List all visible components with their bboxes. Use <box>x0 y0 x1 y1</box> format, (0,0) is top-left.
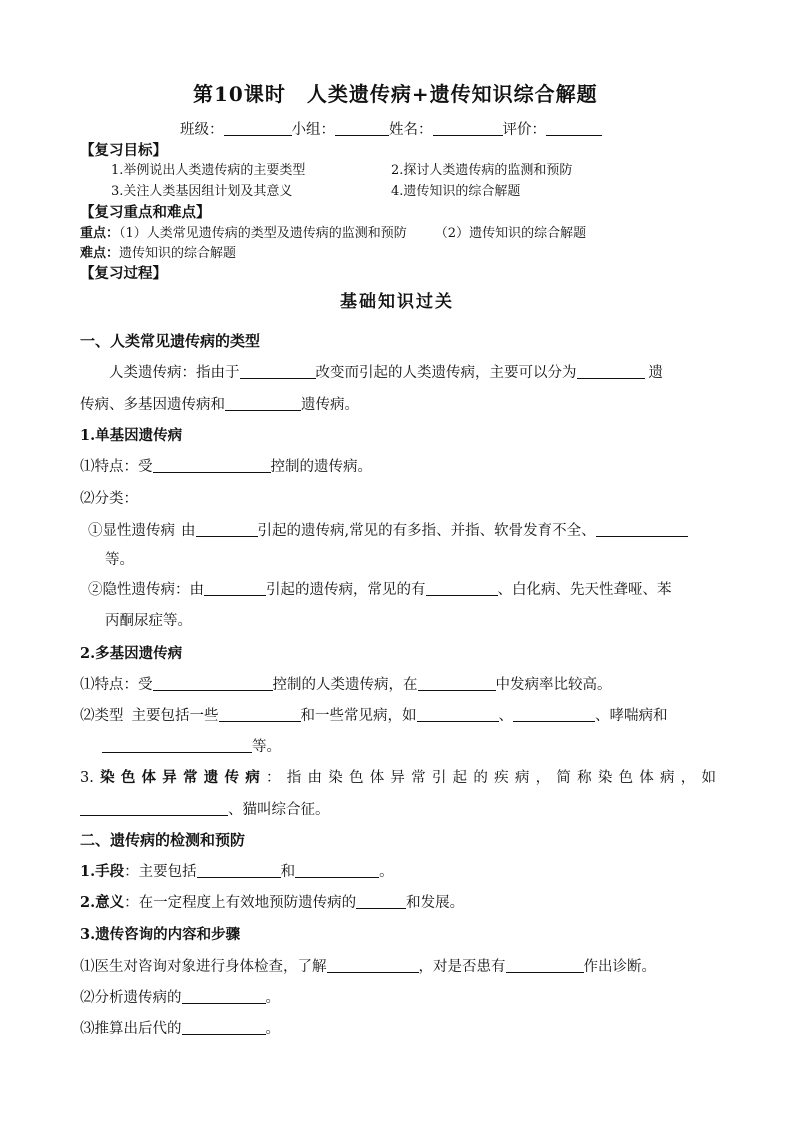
text: 。 <box>265 1021 280 1037</box>
group-label: 小组： <box>291 122 335 138</box>
single-gene-heading: 1.单基因遗传病 <box>80 427 183 444</box>
part1-heading: 一、人类常见遗传病的类型 <box>80 332 261 350</box>
answer-blank[interactable] <box>182 989 266 1004</box>
text: 引起的遗传病，常见的有 <box>266 582 426 598</box>
answer-blank[interactable] <box>153 676 273 691</box>
chromosome-term: 染色体异常遗传病 <box>93 769 266 786</box>
text: 、白化病、先天性聋哑、苯 <box>497 582 672 598</box>
section-key: 【复习重点和难点】 <box>80 204 211 221</box>
answer-blank[interactable] <box>240 364 316 379</box>
intro-text: 改变而引起的人类遗传病，主要可以分为 <box>315 365 577 381</box>
answer-blank[interactable] <box>295 863 379 878</box>
difficulty-label: 难点： <box>80 246 120 261</box>
single-gene-class: ⑵分类： <box>80 491 138 507</box>
text: 。 <box>265 990 280 1006</box>
group-blank[interactable] <box>335 121 389 136</box>
section-process: 【复习过程】 <box>80 265 167 282</box>
intro-text: 传病、多基因遗传病和 <box>80 397 225 413</box>
single-gene-feature <box>80 457 372 477</box>
text: 、哮喘病和 <box>595 708 668 724</box>
key-line <box>80 224 586 244</box>
text: ⑵分析遗传病的 <box>80 990 182 1006</box>
text: ⑶推算出后代的 <box>80 1021 182 1037</box>
recessive-line-1 <box>88 580 672 600</box>
text: ⑴特点：受 <box>80 459 153 475</box>
text: 、猫叫综合征。 <box>228 802 330 818</box>
subtitle: 基础知识过关 <box>340 292 454 312</box>
intro-line-2 <box>80 395 359 415</box>
text: 和发展。 <box>406 895 465 911</box>
multi-gene-types-2 <box>102 737 281 757</box>
counseling-step-2 <box>80 988 280 1008</box>
multi-gene-feature <box>80 675 612 695</box>
part2-heading: 二、遗传病的检测和预防 <box>80 831 246 849</box>
significance-line <box>80 893 464 913</box>
significance-label: 2.意义 <box>80 894 125 911</box>
goal-item: 1.举例说出人类遗传病的主要类型 <box>111 163 306 178</box>
multi-gene-heading: 2.多基因遗传病 <box>80 645 183 662</box>
grade-blank[interactable] <box>546 121 602 136</box>
grade-label: 评价： <box>502 122 546 138</box>
text: 由 <box>181 523 196 539</box>
text: 。 <box>379 864 394 880</box>
text: 和一些常见病，如 <box>300 708 417 724</box>
answer-blank[interactable] <box>418 676 496 691</box>
text: ⑵类型 <box>80 708 124 724</box>
name-blank[interactable] <box>433 121 503 136</box>
answer-blank[interactable] <box>80 801 228 816</box>
answer-blank[interactable] <box>327 958 419 973</box>
means-label: 1.手段 <box>80 863 125 880</box>
difficulty-text: 遗传知识的综合解题 <box>119 246 237 261</box>
counseling-step-1 <box>80 957 656 977</box>
goal-item: 3.关注人类基因组计划及其意义 <box>111 184 293 199</box>
intro-text: 遗 <box>648 365 663 381</box>
text: 等。 <box>252 739 281 755</box>
key-text-1: （1）人类常见遗传病的类型及遗传病的监测和预防 <box>119 226 407 241</box>
answer-blank[interactable] <box>153 458 271 473</box>
key-text-2: （2）遗传知识的综合解题 <box>434 226 587 241</box>
text: 主要包括一些 <box>131 708 219 724</box>
class-blank[interactable] <box>224 121 292 136</box>
text: 控制的遗传病。 <box>270 459 372 475</box>
section-goals: 【复习目标】 <box>80 142 167 159</box>
answer-blank[interactable] <box>182 1020 266 1035</box>
name-label: 姓名： <box>389 122 433 138</box>
intro-text: 人类遗传病：指由于 <box>109 365 240 381</box>
text: ：在一定程度上有效地预防遗传病的 <box>124 895 357 911</box>
chromosome-line-1 <box>80 768 716 788</box>
text: 控制的人类遗传病，在 <box>272 677 418 693</box>
text: ：指由染色体异常引起的疾病，简称染色体病，如 <box>266 770 717 786</box>
text: 、 <box>498 708 513 724</box>
counseling-step-3 <box>80 1019 280 1039</box>
answer-blank[interactable] <box>417 707 499 722</box>
answer-blank[interactable] <box>102 738 252 753</box>
dominant-line-2: 等。 <box>105 552 134 568</box>
difficulty-line <box>80 244 236 264</box>
answer-blank[interactable] <box>577 364 645 379</box>
dominant-line-1 <box>88 521 688 541</box>
answer-blank[interactable] <box>197 863 281 878</box>
text: 引起的遗传病,常见的有多指、并指、软骨发育不全、 <box>257 523 596 539</box>
answer-blank[interactable] <box>356 894 406 909</box>
answer-blank[interactable] <box>219 707 301 722</box>
class-label: 班级： <box>180 122 224 138</box>
text: ⑴医生对咨询对象进行身体检查，了解 <box>80 959 327 975</box>
multi-gene-types-1 <box>80 706 668 726</box>
answer-blank[interactable] <box>506 958 584 973</box>
text: ②隐性遗传病：由 <box>88 582 204 598</box>
key-label: 重点： <box>80 226 120 241</box>
text: 作出诊断。 <box>583 959 656 975</box>
header-fields <box>180 120 602 140</box>
answer-blank[interactable] <box>204 581 266 596</box>
means-line <box>80 862 394 882</box>
text: 3. <box>80 770 94 786</box>
counseling-heading: 3.遗传咨询的内容和步骤 <box>80 926 241 943</box>
answer-blank[interactable] <box>513 707 595 722</box>
goal-item: 2.探讨人类遗传病的监测和预防 <box>391 163 573 178</box>
text: ，对是否患有 <box>418 959 506 975</box>
intro-text: 遗传病。 <box>301 397 359 413</box>
text: ①显性遗传病 <box>88 523 175 539</box>
chromosome-line-2 <box>80 800 330 820</box>
recessive-line-2: 丙酮尿症等。 <box>105 613 192 629</box>
intro-line-1 <box>109 363 663 383</box>
text: ：主要包括 <box>124 864 197 880</box>
answer-blank[interactable] <box>225 396 301 411</box>
answer-blank[interactable] <box>426 581 498 596</box>
text: ⑴特点：受 <box>80 677 153 693</box>
answer-blank[interactable] <box>196 522 258 537</box>
page-title: 第10课时 人类遗传病+遗传知识综合解题 <box>193 82 598 106</box>
goal-item: 4.遗传知识的综合解题 <box>391 184 521 199</box>
text: 中发病率比较高。 <box>495 677 612 693</box>
answer-blank[interactable] <box>596 522 688 537</box>
text: 和 <box>280 864 296 880</box>
